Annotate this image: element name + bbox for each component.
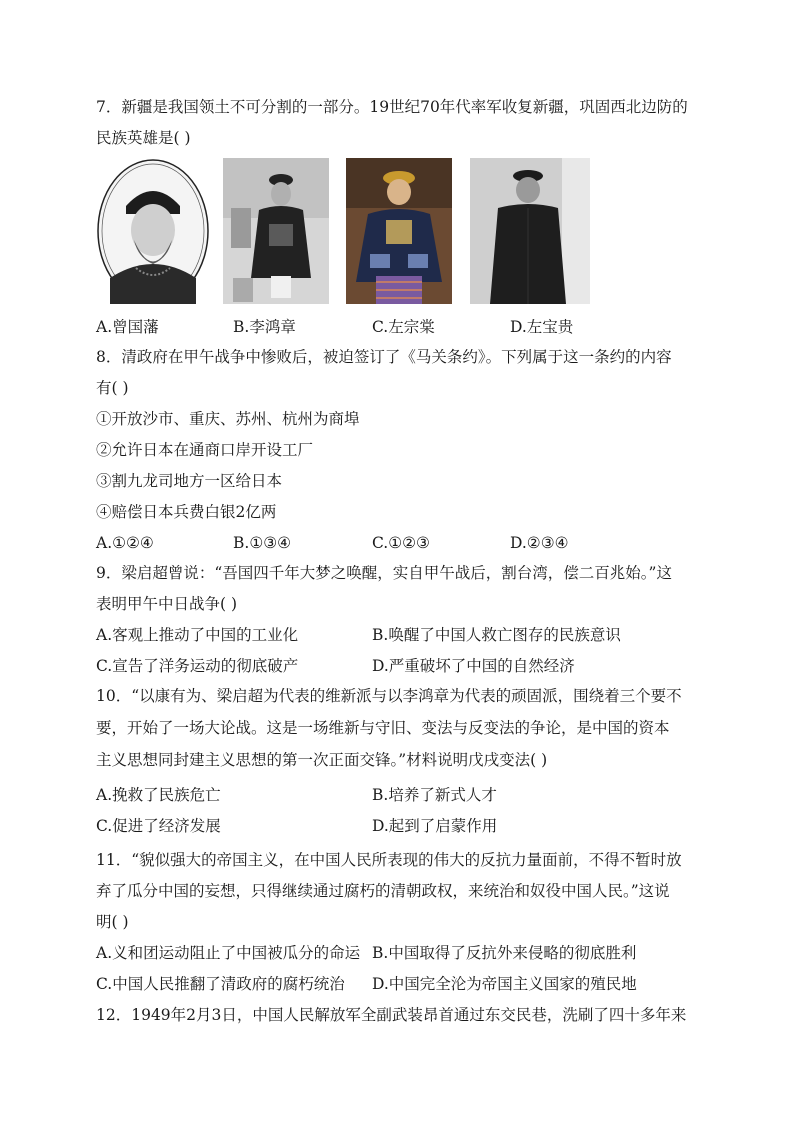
portrait-d-image bbox=[470, 158, 590, 304]
q11-stem-line1: 11．“貌似强大的帝国主义，在中国人民所表现的伟大的反抗力量面前，不得不暂时放 bbox=[96, 851, 682, 869]
q8-option-c: C.①②③ bbox=[372, 534, 430, 552]
q11-option-a: A.义和团运动阻止了中国被瓜分的命运 bbox=[96, 944, 361, 962]
q9-stem-line1: 9．梁启超曾说：“吾国四千年大梦之唤醒，实自甲午战后，割台湾，偿二百兆始。”这 bbox=[96, 564, 672, 582]
q12-stem-line1: 12．1949年2月3日，中国人民解放军全副武装昂首通过东交民巷，洗刷了四十多年来 bbox=[96, 1006, 687, 1024]
q11-stem-line3: 明( ) bbox=[96, 913, 129, 931]
q10-stem-line2: 要，开始了一场大论战。这是一场维新与守旧、变法与反变法的争论，是中国的资本 bbox=[96, 719, 670, 737]
q8-option-a: A.①②④ bbox=[96, 534, 154, 552]
q10-stem-line3: 主义思想同封建主义思想的第一次正面交锋。”材料说明戊戌变法( ) bbox=[96, 751, 548, 769]
q8-option-b: B.①③④ bbox=[233, 534, 292, 552]
portrait-a-image bbox=[96, 158, 210, 304]
q9-option-b: B.唤醒了中国人救亡图存的民族意识 bbox=[372, 626, 621, 644]
q8-item-2: ②允许日本在通商口岸开设工厂 bbox=[96, 441, 314, 459]
q7-option-b: B.李鸿章 bbox=[233, 318, 296, 336]
q7-option-a: A.曾国藩 bbox=[96, 318, 159, 336]
q10-option-d: D.起到了启蒙作用 bbox=[372, 817, 498, 835]
portrait-c-image bbox=[346, 158, 452, 304]
q9-option-d: D.严重破坏了中国的自然经济 bbox=[372, 657, 575, 675]
q7-option-d: D.左宝贵 bbox=[510, 318, 574, 336]
q10-option-a: A.挽救了民族危亡 bbox=[96, 786, 221, 804]
portrait-b-image bbox=[223, 158, 329, 304]
q8-stem-line2: 有( ) bbox=[96, 379, 129, 397]
q7-stem-line1: 7．新疆是我国领土不可分割的一部分。19世纪70年代率军收复新疆，巩固西北边防的 bbox=[96, 98, 688, 116]
q10-option-b: B.培养了新式人才 bbox=[372, 786, 497, 804]
q9-option-c: C.宣告了洋务运动的彻底破产 bbox=[96, 657, 299, 675]
q8-item-4: ④赔偿日本兵费白银2亿两 bbox=[96, 503, 277, 521]
q11-stem-line2: 弃了瓜分中国的妄想，只得继续通过腐朽的清朝政权，来统治和奴役中国人民。”这说 bbox=[96, 882, 670, 900]
q8-stem-line1: 8．清政府在甲午战争中惨败后，被迫签订了《马关条约》。下列属于这一条约的内容 bbox=[96, 348, 672, 366]
q11-option-b: B.中国取得了反抗外来侵略的彻底胜利 bbox=[372, 944, 637, 962]
q10-option-c: C.促进了经济发展 bbox=[96, 817, 221, 835]
q8-option-d: D.②③④ bbox=[510, 534, 569, 552]
q7-option-c: C.左宗棠 bbox=[372, 318, 435, 336]
q9-stem-line2: 表明甲午中日战争( ) bbox=[96, 595, 238, 613]
q9-option-a: A.客观上推动了中国的工业化 bbox=[96, 626, 299, 644]
q8-item-1: ①开放沙市、重庆、苏州、杭州为商埠 bbox=[96, 410, 360, 428]
q8-item-3: ③割九龙司地方一区给日本 bbox=[96, 472, 283, 490]
q7-stem-line2: 民族英雄是( ) bbox=[96, 129, 191, 147]
q11-option-d: D.中国完全沦为帝国主义国家的殖民地 bbox=[372, 975, 637, 993]
q10-stem-line1: 10．“以康有为、梁启超为代表的维新派与以李鸿章为代表的顽固派，围绕着三个要不 bbox=[96, 687, 682, 705]
q11-option-c: C.中国人民推翻了清政府的腐朽统治 bbox=[96, 975, 345, 993]
